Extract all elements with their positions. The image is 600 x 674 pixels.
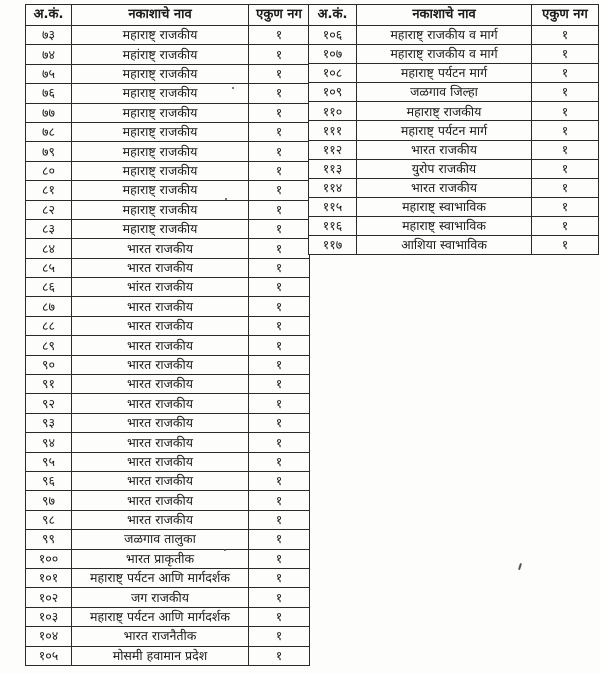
scan-speck xyxy=(225,198,227,200)
table-row xyxy=(26,413,310,432)
table-row xyxy=(309,64,599,83)
column-header-serial: अ.कं. xyxy=(309,5,357,26)
table-row xyxy=(26,471,310,490)
map-name-cell: आशिया स्वाभाविक xyxy=(357,236,532,255)
map-name-cell: महाराष्ट् राजकीय xyxy=(72,200,249,219)
table-row xyxy=(26,45,310,64)
scan-speck xyxy=(518,563,522,570)
table-row xyxy=(309,102,599,121)
map-name-cell: भारत राजकीय xyxy=(72,239,249,258)
serial-cell: ७८ xyxy=(26,122,72,141)
serial-cell: १०६ xyxy=(309,26,357,45)
map-name-cell: महाराष्ट् राजकीय xyxy=(72,142,249,161)
qty-cell: १ xyxy=(249,64,310,83)
map-name-cell: भारत राजकीय xyxy=(72,394,249,413)
qty-cell: १ xyxy=(249,510,310,529)
serial-cell: ११३ xyxy=(309,159,357,178)
qty-cell: १ xyxy=(249,161,310,180)
column-header-map-name: नकाशाचे नाव xyxy=(357,5,532,26)
map-name-cell: भारत राजकीय xyxy=(72,413,249,432)
serial-cell: ८९ xyxy=(26,336,72,355)
map-name-cell: महाराष्ट् राजकीय xyxy=(357,102,532,121)
serial-cell: ९३ xyxy=(26,413,72,432)
serial-cell: १०४ xyxy=(26,627,72,646)
qty-cell: १ xyxy=(532,159,599,178)
map-name-cell: भारत राजकीय xyxy=(357,140,532,159)
table-row xyxy=(26,64,310,83)
map-name-cell: भारत राजकीय xyxy=(357,178,532,197)
table-row xyxy=(26,258,310,277)
qty-cell: १ xyxy=(532,216,599,235)
qty-cell: १ xyxy=(249,433,310,452)
map-name-cell: भारत प्राकृतीक xyxy=(72,549,249,568)
qty-cell: १ xyxy=(249,26,310,45)
qty-cell: १ xyxy=(249,413,310,432)
table-row xyxy=(26,510,310,529)
map-name-cell: महाराष्ट् पर्यटन मार्ग xyxy=(357,121,532,140)
map-name-cell: भारत राजकीय xyxy=(72,510,249,529)
column-header-qty: एकुण नग xyxy=(249,5,310,26)
serial-cell: ७३ xyxy=(26,26,72,45)
serial-cell: ८० xyxy=(26,161,72,180)
map-name-cell: भारत राजकीय xyxy=(72,316,249,335)
table-row xyxy=(26,219,310,238)
table-row xyxy=(309,26,599,45)
serial-cell: १०३ xyxy=(26,607,72,626)
serial-cell: ११५ xyxy=(309,197,357,216)
table-row xyxy=(309,45,599,64)
qty-cell: १ xyxy=(532,178,599,197)
qty-cell: १ xyxy=(249,568,310,587)
scan-speck xyxy=(224,549,226,551)
qty-cell: १ xyxy=(249,142,310,161)
qty-cell: १ xyxy=(249,607,310,626)
table-row xyxy=(26,491,310,510)
serial-cell: ८५ xyxy=(26,258,72,277)
map-name-cell: महाराष्ट् राजकीय xyxy=(72,122,249,141)
column-header-serial: अ.कं. xyxy=(26,5,72,26)
map-name-cell: भारत राजकीय xyxy=(72,258,249,277)
serial-cell: १०१ xyxy=(26,568,72,587)
table-row xyxy=(309,140,599,159)
serial-cell: १०८ xyxy=(309,64,357,83)
table-header-row xyxy=(26,5,310,26)
table-row xyxy=(26,103,310,122)
table-row xyxy=(26,549,310,568)
map-name-cell: भारत राजकीय xyxy=(72,433,249,452)
table-header-row xyxy=(309,5,599,26)
qty-cell: १ xyxy=(249,122,310,141)
qty-cell: १ xyxy=(249,355,310,374)
serial-cell: ११६ xyxy=(309,216,357,235)
serial-cell: ८८ xyxy=(26,316,72,335)
map-name-cell: महांराष्ट् राजकीय xyxy=(72,45,249,64)
serial-cell: ९६ xyxy=(26,471,72,490)
map-name-cell: महाराष्ट् स्वाभाविक xyxy=(357,216,532,235)
serial-cell: ९२ xyxy=(26,394,72,413)
serial-cell: ११४ xyxy=(309,178,357,197)
qty-cell: १ xyxy=(532,26,599,45)
serial-cell: ८७ xyxy=(26,297,72,316)
qty-cell: १ xyxy=(249,297,310,316)
serial-cell: १०५ xyxy=(26,646,72,665)
map-name-cell: भांरत राजकीय xyxy=(72,278,249,297)
serial-cell: ११७ xyxy=(309,236,357,255)
table-row xyxy=(26,26,310,45)
map-name-cell: महाराष्ट् पर्यटन मार्ग xyxy=(357,64,532,83)
qty-cell: १ xyxy=(249,375,310,394)
qty-cell: १ xyxy=(249,627,310,646)
qty-cell: १ xyxy=(249,588,310,607)
qty-cell: १ xyxy=(249,84,310,103)
map-name-cell: महाराष्ट् राजकीय xyxy=(72,84,249,103)
qty-cell: १ xyxy=(249,258,310,277)
qty-cell: १ xyxy=(249,530,310,549)
map-name-cell: जग राजकीय xyxy=(72,588,249,607)
serial-cell: ९४ xyxy=(26,433,72,452)
table-row xyxy=(26,355,310,374)
qty-cell: १ xyxy=(249,452,310,471)
table-row xyxy=(26,530,310,549)
table-row xyxy=(26,239,310,258)
table-row xyxy=(26,627,310,646)
serial-cell: ९८ xyxy=(26,510,72,529)
qty-cell: १ xyxy=(532,121,599,140)
map-name-cell: भारत राजकीय xyxy=(72,336,249,355)
table-row xyxy=(309,216,599,235)
serial-cell: ८३ xyxy=(26,219,72,238)
qty-cell: १ xyxy=(532,64,599,83)
qty-cell: १ xyxy=(249,45,310,64)
qty-cell: १ xyxy=(249,316,310,335)
serial-cell: ११० xyxy=(309,102,357,121)
qty-cell: १ xyxy=(249,181,310,200)
map-name-cell: महाराष्ट् पर्यटन आणि मार्गदर्शक xyxy=(72,607,249,626)
qty-cell: १ xyxy=(532,83,599,102)
map-list-table-left xyxy=(25,4,310,666)
map-name-cell: महाराष्ट् राजकीय xyxy=(72,103,249,122)
table-row xyxy=(26,394,310,413)
map-name-cell: जळगाव जिल्हा xyxy=(357,83,532,102)
table-row xyxy=(26,646,310,665)
table-row xyxy=(26,336,310,355)
serial-cell: ८४ xyxy=(26,239,72,258)
column-header-map-name: नकाशाचे नाव xyxy=(72,5,249,26)
map-name-cell: भारत राजकीय xyxy=(72,471,249,490)
table-row xyxy=(26,200,310,219)
serial-cell: १०७ xyxy=(309,45,357,64)
map-name-cell: भारत राजनैतीक xyxy=(72,627,249,646)
table-row xyxy=(26,375,310,394)
serial-cell: ९१ xyxy=(26,375,72,394)
map-name-cell: महाराष्ट् राजकीय व मार्ग xyxy=(357,26,532,45)
qty-cell: १ xyxy=(532,140,599,159)
serial-cell: ८२ xyxy=(26,200,72,219)
table-row xyxy=(309,121,599,140)
serial-cell: १०९ xyxy=(309,83,357,102)
map-name-cell: महाराष्ट् राजकीय xyxy=(72,64,249,83)
table-row xyxy=(26,433,310,452)
map-name-cell: महाराष्ट् राजकीय व मार्ग xyxy=(357,45,532,64)
serial-cell: ७६ xyxy=(26,84,72,103)
serial-cell: ७७ xyxy=(26,103,72,122)
serial-cell: ९७ xyxy=(26,491,72,510)
serial-cell: ९० xyxy=(26,355,72,374)
serial-cell: १०० xyxy=(26,549,72,568)
map-name-cell: भारत राजकीय xyxy=(72,297,249,316)
serial-cell: ९५ xyxy=(26,452,72,471)
table-row xyxy=(26,278,310,297)
map-name-cell: भारत राजकीय xyxy=(72,452,249,471)
table-row xyxy=(309,236,599,255)
map-name-cell: भारत राजकीय xyxy=(72,375,249,394)
qty-cell: १ xyxy=(249,200,310,219)
qty-cell: १ xyxy=(532,45,599,64)
serial-cell: ७४ xyxy=(26,45,72,64)
table-row xyxy=(309,159,599,178)
serial-cell: १०२ xyxy=(26,588,72,607)
map-name-cell: मोसमी हवामान प्रदेश xyxy=(72,646,249,665)
serial-cell: ९९ xyxy=(26,530,72,549)
map-name-cell: महाराष्ट् राजकीय xyxy=(72,161,249,180)
qty-cell: १ xyxy=(249,219,310,238)
qty-cell: १ xyxy=(249,103,310,122)
table-row xyxy=(26,297,310,316)
table-row xyxy=(26,161,310,180)
qty-cell: १ xyxy=(532,197,599,216)
qty-cell: १ xyxy=(249,646,310,665)
qty-cell: १ xyxy=(249,471,310,490)
serial-cell: १११ xyxy=(309,121,357,140)
map-list-table-right xyxy=(308,4,599,255)
qty-cell: १ xyxy=(249,336,310,355)
qty-cell: १ xyxy=(532,102,599,121)
serial-cell: ८१ xyxy=(26,181,72,200)
map-name-cell: भारत राजकीय xyxy=(72,355,249,374)
column-header-qty: एकुण नग xyxy=(532,5,599,26)
map-name-cell: युरोप राजकीय xyxy=(357,159,532,178)
qty-cell: १ xyxy=(249,278,310,297)
map-name-cell: महाराष्ट् पर्यटन आणि मार्गदर्शक xyxy=(72,568,249,587)
map-name-cell: महाराष्ट् राजकीय xyxy=(72,219,249,238)
qty-cell: १ xyxy=(532,236,599,255)
serial-cell: ७५ xyxy=(26,64,72,83)
table-row xyxy=(26,142,310,161)
map-name-cell: महाराष्ट् राजकीय xyxy=(72,26,249,45)
table-row xyxy=(309,178,599,197)
qty-cell: १ xyxy=(249,394,310,413)
table-row xyxy=(26,588,310,607)
map-name-cell: भारत राजकीय xyxy=(72,491,249,510)
serial-cell: ११२ xyxy=(309,140,357,159)
serial-cell: ८६ xyxy=(26,278,72,297)
map-name-cell: महाराष्ट् स्वाभाविक xyxy=(357,197,532,216)
table-row xyxy=(26,607,310,626)
table-row xyxy=(26,316,310,335)
table-row xyxy=(26,568,310,587)
serial-cell: ७९ xyxy=(26,142,72,161)
map-name-cell: जळगाव तालुका xyxy=(72,530,249,549)
table-row xyxy=(26,181,310,200)
map-name-cell: महाराष्ट् राजकीय xyxy=(72,181,249,200)
qty-cell: १ xyxy=(249,491,310,510)
qty-cell: १ xyxy=(249,549,310,568)
table-row xyxy=(309,83,599,102)
scan-speck xyxy=(232,87,234,89)
table-row xyxy=(26,84,310,103)
table-row xyxy=(26,122,310,141)
table-row xyxy=(309,197,599,216)
qty-cell: १ xyxy=(249,239,310,258)
table-row xyxy=(26,452,310,471)
